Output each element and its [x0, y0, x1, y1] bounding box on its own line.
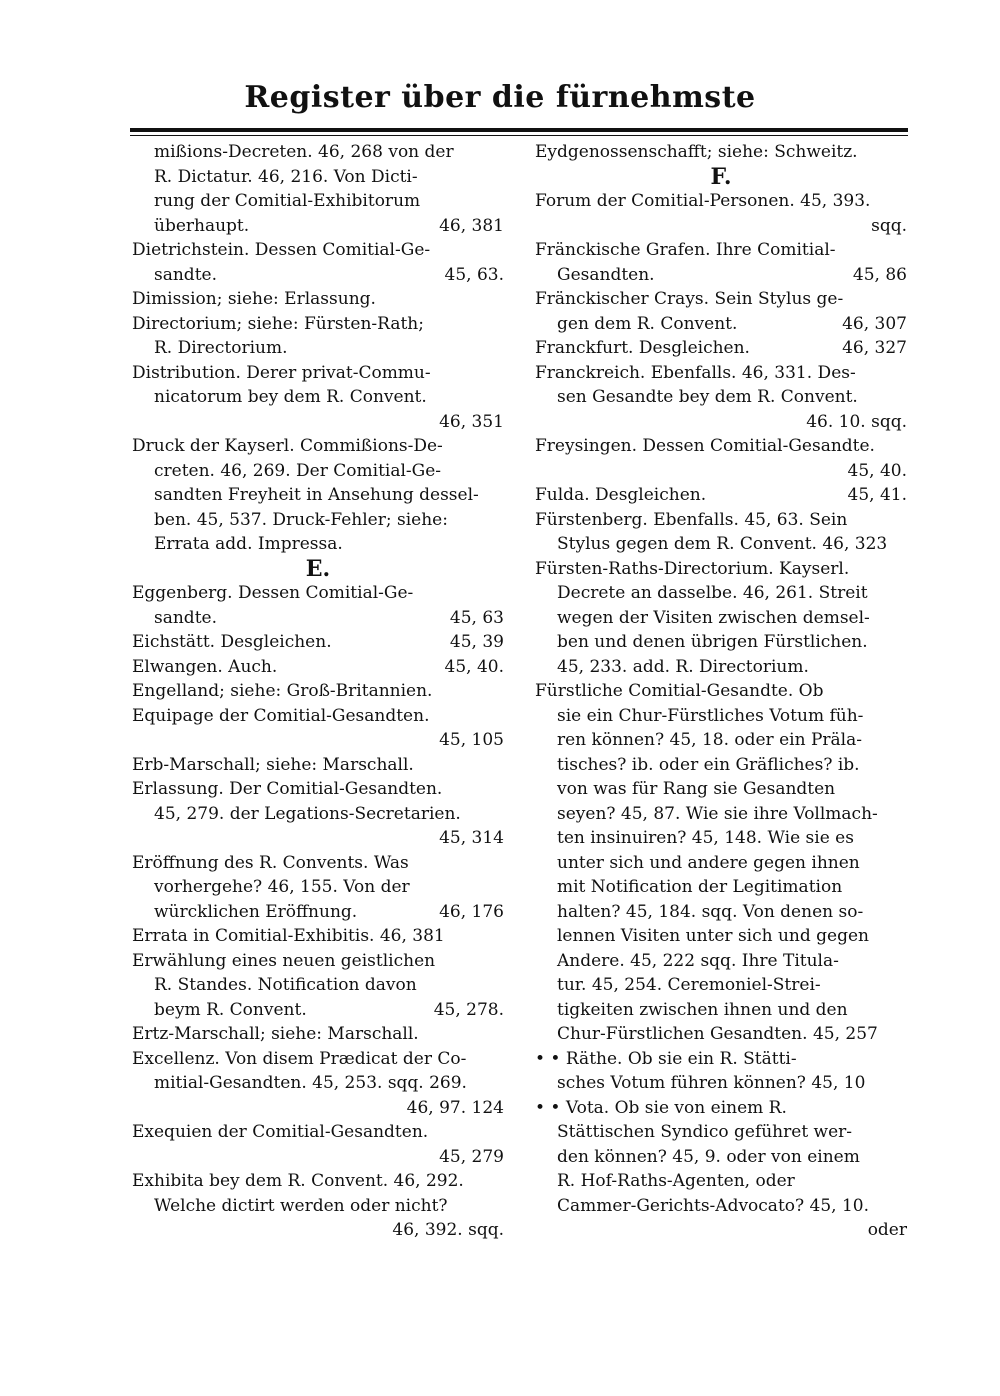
- index-line: beym R. Convent. 45, 278.: [154, 999, 504, 1020]
- index-line: 46, 97. 124: [406, 1097, 504, 1118]
- index-line: lennen Visiten unter sich und gegen: [557, 926, 870, 946]
- index-line: mit Notification der Legitimation: [557, 877, 843, 897]
- index-entry: [132, 851, 504, 925]
- index-line: Erwählung eines neuen geistlichen: [132, 950, 436, 971]
- index-line: Elwangen. Auch. 45, 40.: [132, 656, 504, 677]
- index-line: ten insinuiren? 45, 148. Wie sie es: [557, 828, 854, 848]
- index-line: halten? 45, 184. sqq. Von denen so-: [557, 901, 864, 922]
- index-line: Equipage der Comitial-Gesandten.: [132, 705, 430, 726]
- index-entry: [535, 361, 907, 435]
- index-line: sandte. 45, 63: [154, 607, 504, 628]
- index-line: sandte. 45, 63.: [154, 264, 504, 285]
- index-entry: [132, 630, 504, 655]
- index-line: Freysingen. Dessen Comitial-Gesandte.: [535, 436, 875, 456]
- index-entry: [132, 581, 504, 630]
- index-line: oder: [867, 1220, 907, 1240]
- index-line: Dietrichstein. Dessen Comitial-Ge-: [132, 240, 431, 260]
- index-column-right: [535, 140, 907, 1243]
- index-entry: [535, 679, 907, 1047]
- index-line: tur. 45, 254. Ceremoniel-Strei-: [557, 975, 821, 995]
- index-entry: [132, 1047, 504, 1121]
- index-entry: [535, 287, 907, 336]
- index-entry: [132, 1169, 504, 1243]
- index-entry: [132, 777, 504, 851]
- index-entry: [535, 238, 907, 287]
- index-line: 45, 314: [439, 828, 504, 848]
- index-line: Decrete an dasselbe. 46, 261. Streit: [557, 583, 868, 603]
- section-letter: F.: [710, 164, 732, 189]
- index-entry: [132, 434, 504, 557]
- running-head: Register über die fürnehmste: [244, 80, 756, 115]
- index-line: Exequien der Comitial-Gesandten.: [132, 1122, 429, 1142]
- index-line: • • Räthe. Ob sie ein R. Stätti-: [535, 1048, 797, 1069]
- section-letter: E.: [305, 556, 331, 581]
- index-entry: [535, 140, 907, 165]
- index-line: Fränckischer Crays. Sein Stylus ge-: [535, 289, 844, 309]
- index-line: sqq.: [871, 215, 907, 236]
- index-entry: [132, 1120, 504, 1169]
- index-entry: [132, 753, 504, 778]
- header-rule: [130, 128, 908, 132]
- index-line: ben und denen übrigen Fürstlichen.: [557, 632, 868, 652]
- index-entry: [535, 508, 907, 557]
- index-entry: [535, 1096, 907, 1243]
- index-line: Eydgenossenschafft; siehe: Schweitz.: [535, 142, 858, 162]
- index-line: 45, 233. add. R. Directorium.: [557, 656, 809, 677]
- index-line: Fränckische Grafen. Ihre Comitial-: [535, 240, 836, 260]
- index-line: ben. 45, 537. Druck-Fehler; siehe:: [154, 509, 448, 530]
- index-line: mitial-Gesandten. 45, 253. sqq. 269.: [154, 1073, 467, 1093]
- index-line: Errata add. Impressa.: [154, 534, 343, 554]
- index-line: Distribution. Derer privat-Commu-: [132, 362, 431, 383]
- index-entry: [535, 557, 907, 680]
- index-entry: [132, 557, 504, 582]
- index-line: Stättischen Syndico geführet wer-: [557, 1122, 853, 1142]
- index-entry: [535, 434, 907, 483]
- index-line: Cammer-Gerichts-Advocato? 45, 10.: [557, 1195, 870, 1216]
- index-line: Dimission; siehe: Erlassung.: [132, 289, 376, 309]
- index-line: Andere. 45, 222 sqq. Ihre Titula-: [557, 950, 839, 971]
- index-line: Franckfurt. Desgleichen. 46, 327: [535, 338, 907, 358]
- index-line: sches Votum führen können? 45, 10: [557, 1073, 866, 1093]
- index-line: Chur-Fürstlichen Gesandten. 45, 257: [557, 1024, 878, 1044]
- index-line: seyen? 45, 87. Wie sie ihre Vollmach-: [557, 803, 878, 824]
- index-line: Eröffnung des R. Convents. Was: [132, 852, 409, 873]
- index-entry: [132, 140, 504, 238]
- index-line: 45, 279. der Legations-Secretarien.: [154, 803, 461, 824]
- index-line: 45, 40.: [847, 460, 907, 481]
- index-entry: [535, 1047, 907, 1096]
- index-line: Errata in Comitial-Exhibitis. 46, 381: [132, 926, 445, 946]
- index-entry: [132, 312, 504, 361]
- index-line: Erb-Marschall; siehe: Marschall.: [132, 754, 414, 775]
- index-line: gen dem R. Convent. 46, 307: [557, 313, 907, 334]
- index-line: Engelland; siehe: Groß-Britannien.: [132, 681, 433, 701]
- index-line: R. Standes. Notification davon: [154, 975, 417, 995]
- index-line: Fürstenberg. Ebenfalls. 45, 63. Sein: [535, 509, 848, 530]
- index-column-left: [132, 140, 504, 1243]
- index-line: tigkeiten zwischen ihnen und den: [557, 999, 848, 1020]
- index-entry: [535, 483, 907, 508]
- index-line: 46, 392. sqq.: [392, 1220, 504, 1240]
- index-line: den können? 45, 9. oder von einem: [557, 1146, 860, 1167]
- index-line: überhaupt. 46, 381: [154, 215, 504, 236]
- index-line: Fürstliche Comitial-Gesandte. Ob: [535, 681, 824, 701]
- index-line: Eichstätt. Desgleichen. 45, 39: [132, 632, 504, 652]
- index-entry: [535, 189, 907, 238]
- index-line: rung der Comitial-Exhibitorum: [154, 191, 421, 211]
- index-line: Ertz-Marschall; siehe: Marschall.: [132, 1024, 419, 1044]
- index-line: sen Gesandte bey dem R. Convent.: [557, 387, 858, 407]
- index-line: sie ein Chur-Fürstliches Votum füh-: [557, 705, 864, 726]
- index-entry: [132, 287, 504, 312]
- index-line: mißions-Decreten. 46, 268 von der: [154, 142, 454, 162]
- index-line: wegen der Visiten zwischen demsel-: [557, 607, 870, 628]
- index-line: 45, 279: [439, 1146, 504, 1167]
- index-entry: [132, 655, 504, 680]
- index-line: R. Directorium.: [154, 338, 288, 358]
- index-line: Franckreich. Ebenfalls. 46, 331. Des-: [535, 362, 856, 383]
- index-line: Fulda. Desgleichen. 45, 41.: [535, 485, 907, 505]
- index-entry: [132, 704, 504, 753]
- index-line: Fürsten-Raths-Directorium. Kayserl.: [535, 558, 850, 579]
- index-entry: [132, 361, 504, 435]
- index-line: • • Vota. Ob sie von einem R.: [535, 1097, 787, 1118]
- index-line: R. Hof-Raths-Agenten, oder: [557, 1171, 795, 1191]
- index-line: vorhergehe? 46, 155. Von der: [154, 877, 410, 897]
- index-line: 45, 105: [439, 730, 504, 750]
- index-entry: [535, 165, 907, 190]
- index-entry: [132, 679, 504, 704]
- index-entry: [535, 336, 907, 361]
- index-line: Directorium; siehe: Fürsten-Rath;: [132, 313, 424, 334]
- index-line: unter sich und andere gegen ihnen: [557, 852, 860, 873]
- index-line: würcklichen Eröffnung. 46, 176: [154, 901, 504, 922]
- index-entry: [132, 924, 504, 949]
- index-entry: [132, 949, 504, 1023]
- index-line: Stylus gegen dem R. Convent. 46, 323: [557, 534, 888, 554]
- index-entry: [132, 238, 504, 287]
- index-line: sandten Freyheit in Ansehung dessel-: [154, 485, 479, 505]
- index-line: Welche dictirt werden oder nicht?: [154, 1195, 448, 1216]
- index-line: R. Dictatur. 46, 216. Von Dicti-: [154, 166, 418, 187]
- index-line: Erlassung. Der Comitial-Gesandten.: [132, 779, 443, 799]
- index-entry: [132, 1022, 504, 1047]
- index-line: Druck der Kayserl. Commißions-De-: [132, 436, 443, 456]
- index-line: tisches? ib. oder ein Gräfliches? ib.: [557, 754, 860, 775]
- index-line: Exhibita bey dem R. Convent. 46, 292.: [132, 1171, 464, 1191]
- index-line: ren können? 45, 18. oder ein Präla-: [557, 730, 862, 750]
- index-line: Eggenberg. Dessen Comitial-Ge-: [132, 583, 414, 603]
- index-line: Excellenz. Von disem Prædicat der Co-: [132, 1048, 467, 1069]
- index-line: Gesandten. 45, 86: [557, 264, 907, 285]
- index-line: nicatorum bey dem R. Convent.: [154, 387, 427, 407]
- index-line: Forum der Comitial-Personen. 45, 393.: [535, 191, 871, 211]
- index-line: 46. 10. sqq.: [806, 411, 907, 432]
- index-line: von was für Rang sie Gesandten: [557, 779, 836, 799]
- index-line: creten. 46, 269. Der Comitial-Ge-: [154, 460, 442, 481]
- index-line: 46, 351: [439, 411, 504, 432]
